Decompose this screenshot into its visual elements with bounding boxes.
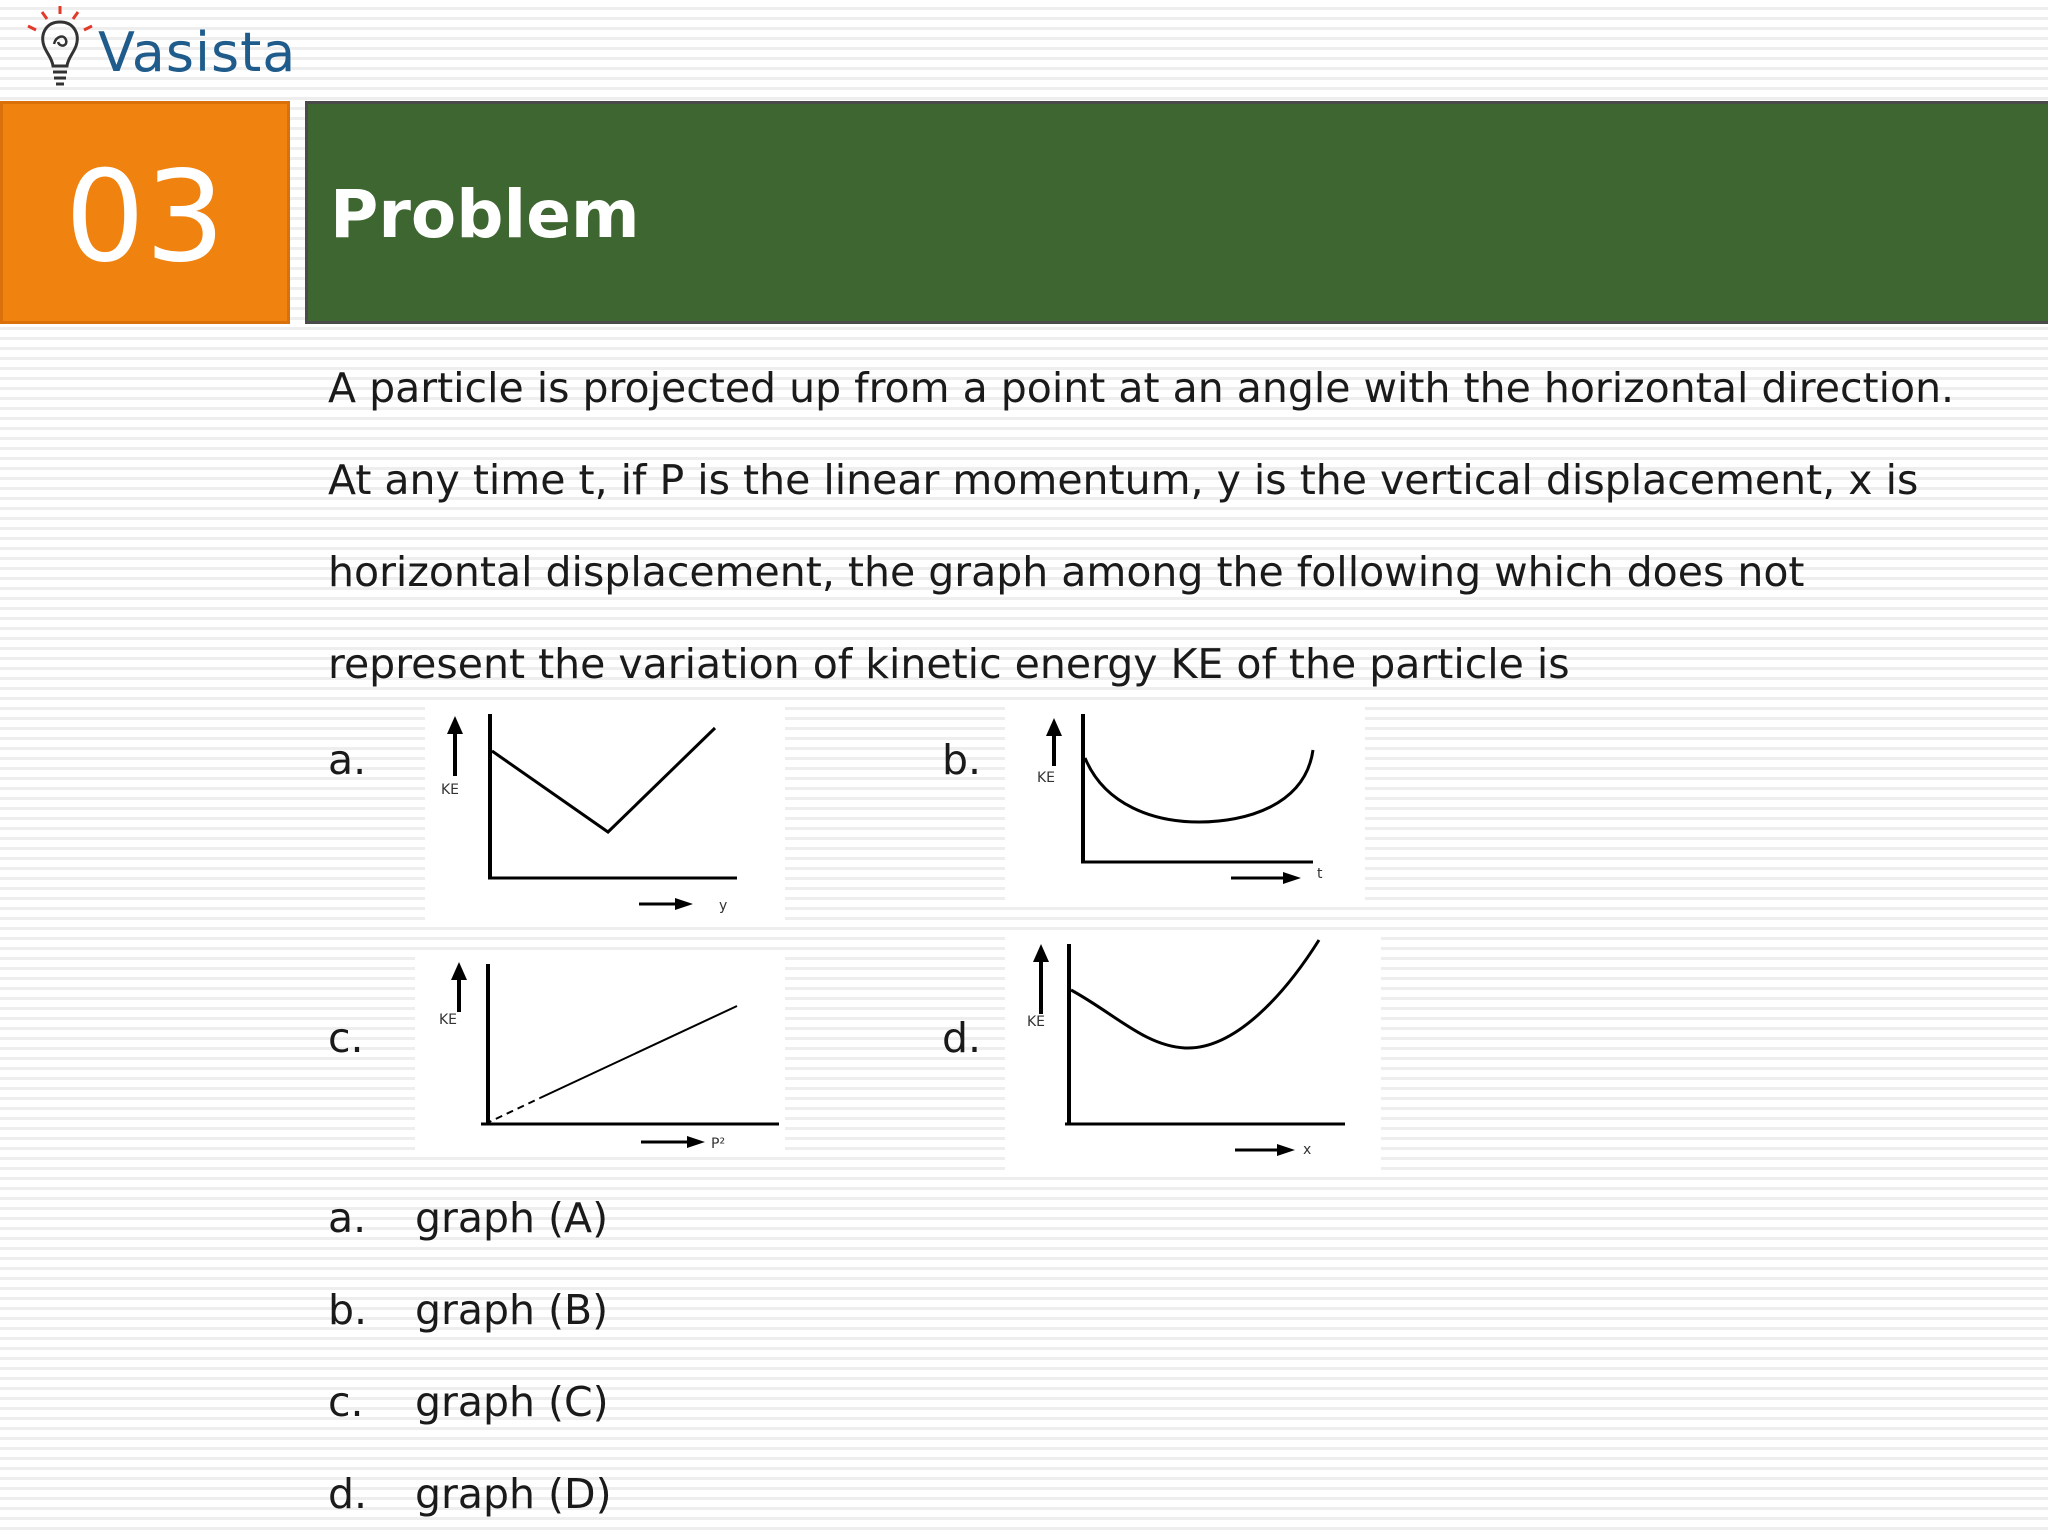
option-c-letter: c. <box>328 1378 364 1426</box>
graph-c-y-label: KE <box>439 1012 458 1028</box>
graph-b-y-label: KE <box>1037 770 1056 786</box>
graph-label-a: a. <box>328 736 367 784</box>
graph-label-c: c. <box>328 1014 364 1062</box>
graph-a-x-label: y <box>719 898 728 914</box>
option-b-letter: b. <box>328 1286 368 1334</box>
vasista-logo <box>20 0 297 100</box>
problem-line-2: At any time t, if P is the linear momentum, y is the vertical displacement, x is <box>328 456 1919 504</box>
problem-line-3: horizontal displacement, the graph among the following which does not <box>328 548 1805 596</box>
graph-a <box>425 706 785 926</box>
graph-label-b: b. <box>942 736 982 784</box>
slide-number: 03 <box>64 142 226 290</box>
option-a-text: graph (A) <box>415 1194 609 1242</box>
graph-c-x-label: P² <box>711 1136 726 1152</box>
option-c-text: graph (C) <box>415 1378 609 1426</box>
slide-number-box <box>0 101 290 324</box>
graph-c <box>415 952 785 1152</box>
problem-line-4: represent the variation of kinetic energy KE of the particle is <box>328 640 1570 688</box>
option-d-letter: d. <box>328 1470 368 1518</box>
option-b-text: graph (B) <box>415 1286 609 1334</box>
slide-title: Problem <box>330 176 640 253</box>
logo-text: Vasista <box>98 21 297 84</box>
graph-d-x-label: x <box>1303 1142 1312 1158</box>
graph-d <box>1005 934 1381 1174</box>
graph-d-y-label: KE <box>1027 1014 1046 1030</box>
graph-b-x-label: t <box>1317 866 1323 882</box>
lightbulb-icon <box>20 4 102 94</box>
title-bar <box>305 101 2048 324</box>
graph-a-y-label: KE <box>441 782 460 798</box>
problem-line-1: A particle is projected up from a point at an angle with the horizontal direction. <box>328 364 1955 412</box>
graph-b <box>1005 706 1365 906</box>
graph-label-d: d. <box>942 1014 982 1062</box>
option-d-text: graph (D) <box>415 1470 612 1518</box>
option-a-letter: a. <box>328 1194 367 1242</box>
